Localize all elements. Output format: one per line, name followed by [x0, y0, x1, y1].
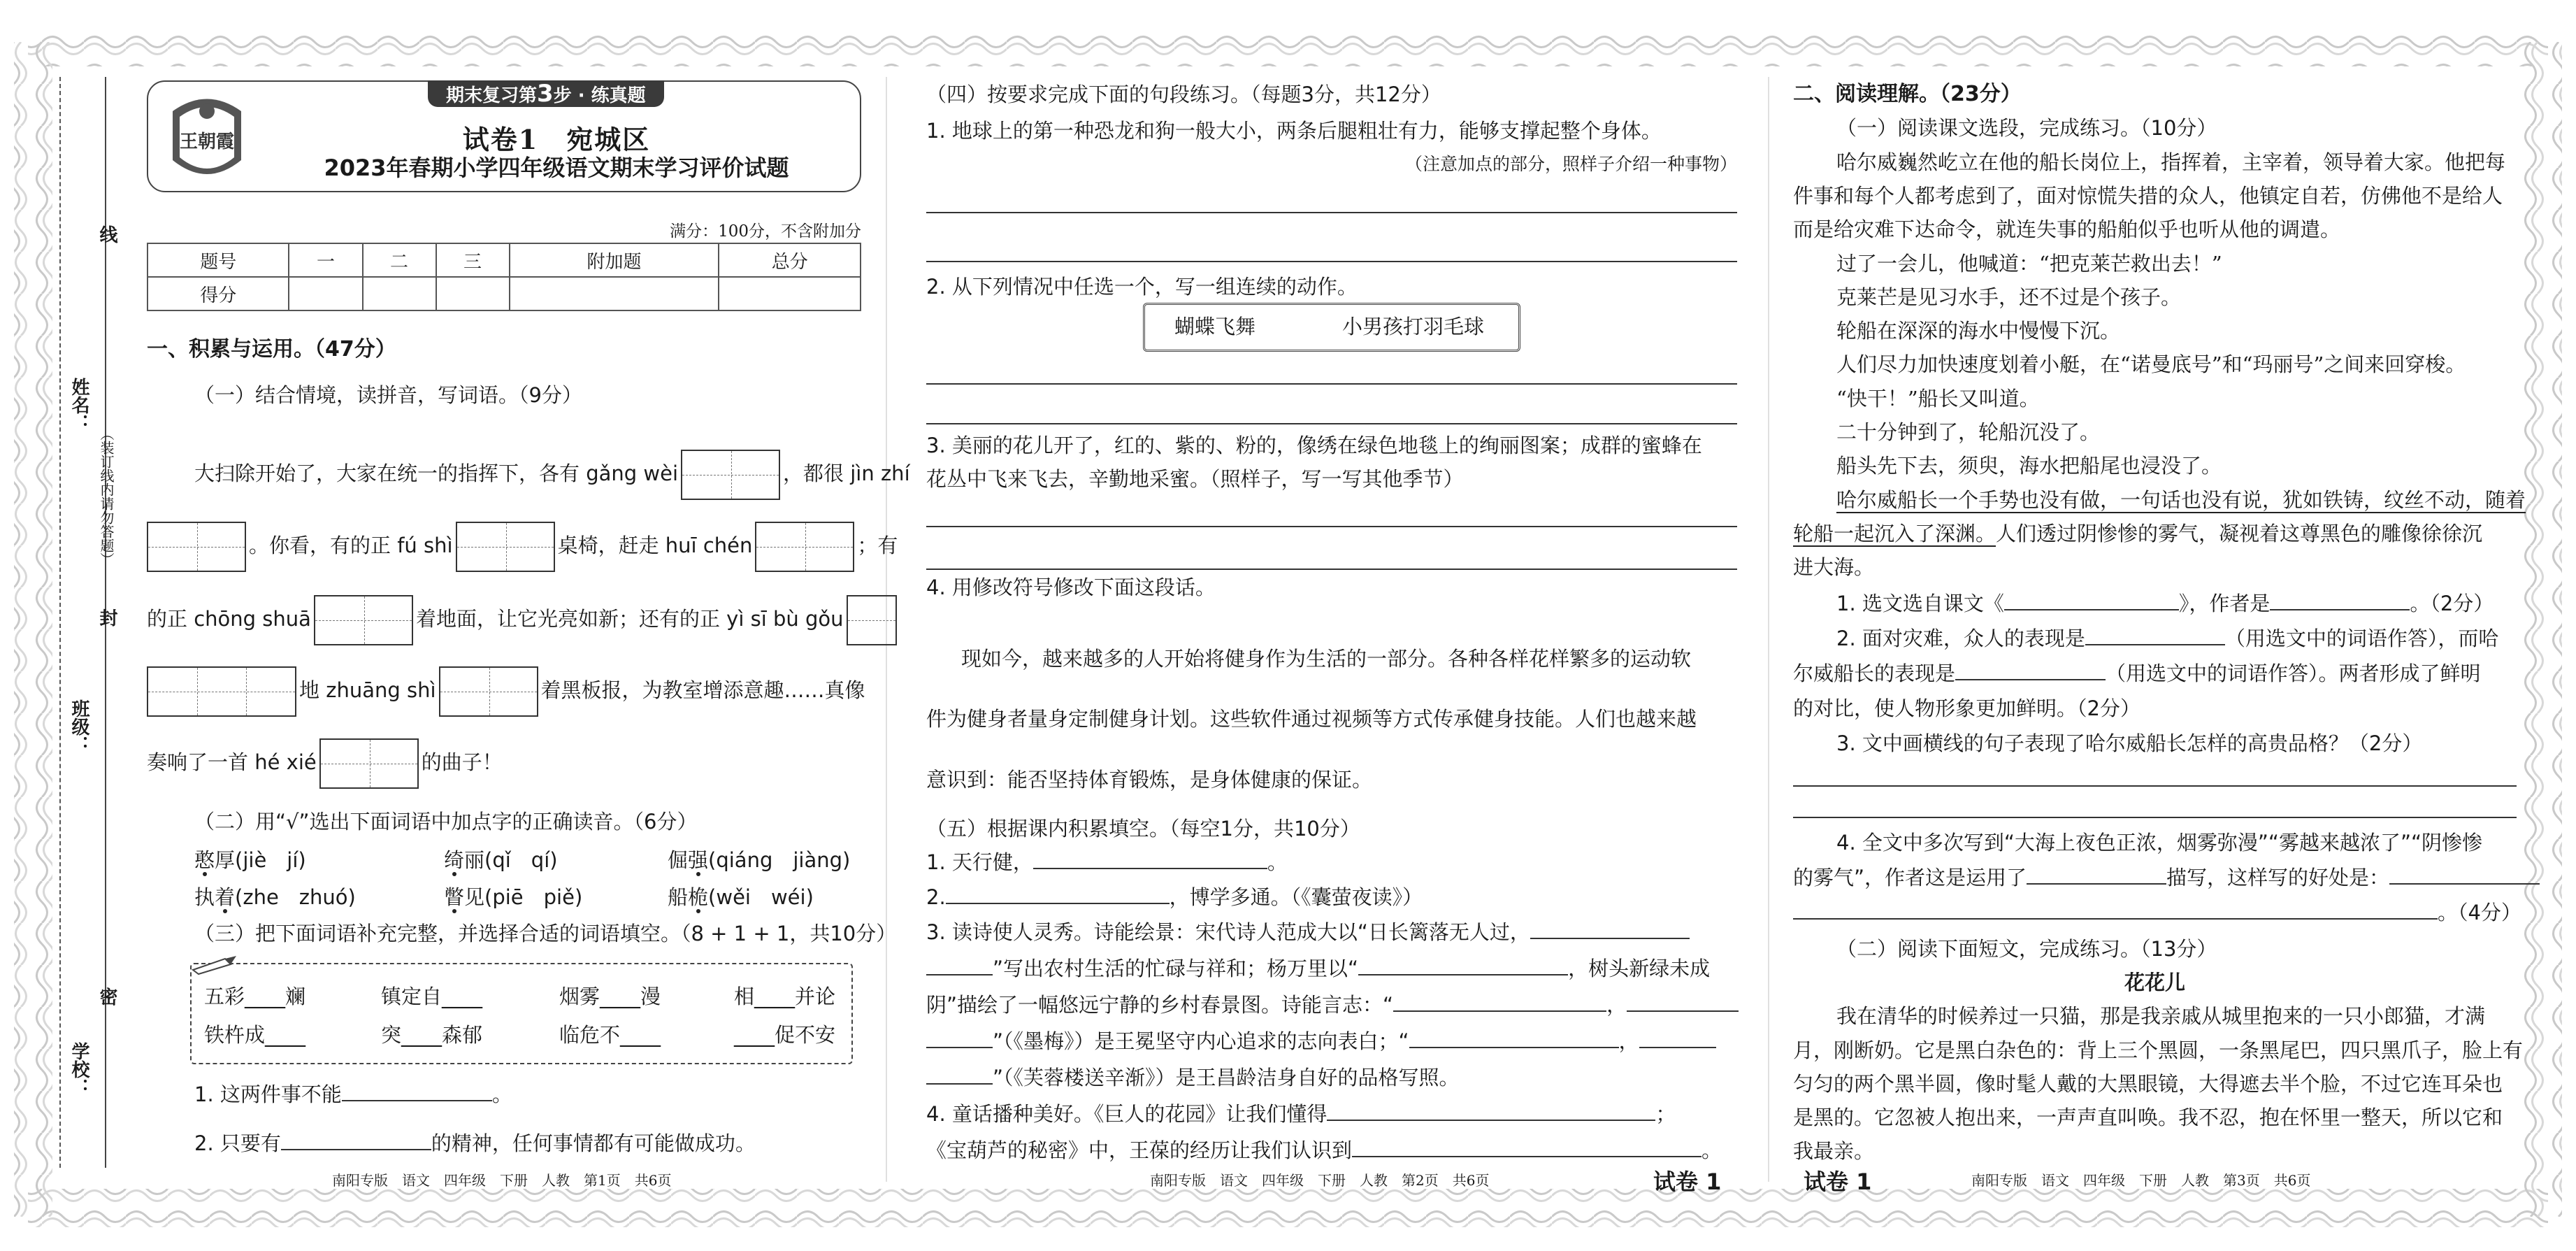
page-3	[1793, 80, 2526, 1163]
r2-heading: （二）阅读下面短文，完成练习。（13分）	[1836, 937, 2217, 961]
r1-para: 哈尔威巍然屹立在他的船长岗位上，指挥着，主宰着，领导着大家。他把每	[1836, 150, 2506, 174]
answer-blank[interactable]	[2389, 864, 2540, 885]
r1-para-underlined: 哈尔威船长一个手势也没有做，一句话也没有说，犹如铁铸，纹丝不动，随着	[1836, 488, 2526, 512]
q3-word: 突____森郁	[381, 1023, 483, 1047]
q5-3-line-3: 阴”描绘了一幅悠远宁静的乡村春景图。诗能言志：“ ，	[926, 991, 1739, 1019]
r1-q2-line-1: 2. 面对灾难，众人的表现是 （用选文中的词语作答），而哈	[1836, 624, 2498, 652]
score-cell[interactable]	[510, 277, 719, 310]
q3-word: 烟雾____漫	[559, 985, 661, 1008]
q3-word: 临危不____	[559, 1023, 661, 1047]
score-cell[interactable]	[719, 277, 861, 310]
r1-para: “快干！”船长又叫道。	[1836, 387, 2040, 410]
q1-heading: （一）结合情境，读拼音，写词语。（9分）	[194, 383, 582, 407]
r1-q1: 1. 选文选自课文《 》，作者是 。（2分）	[1836, 589, 2494, 617]
q2-item: 憨厚(jiè jí)	[194, 848, 306, 872]
r1-para: 过了一会儿，他喊道：“把克莱芒救出去！”	[1836, 252, 2222, 276]
q4-4: 4. 用修改符号修改下面这段话。	[926, 576, 1216, 599]
svg-text:王朝霞: 王朝霞	[179, 131, 235, 152]
r2-para: 我在清华的时候养过一只猫，那是我亲戚从城里抱来的一只小郎猫，才满	[1836, 1004, 2486, 1028]
answer-blank[interactable]	[2270, 589, 2410, 610]
q5-1: 1. 天行健， 。	[926, 848, 1288, 876]
answer-grid[interactable]	[847, 595, 897, 645]
score-cell[interactable]	[363, 277, 436, 310]
answer-blank[interactable]	[1955, 659, 2106, 680]
answer-blank[interactable]	[926, 1027, 993, 1048]
answer-line[interactable]	[926, 383, 1737, 385]
margin-tight-mark: 密	[96, 987, 117, 1006]
q3-word: 五彩____斓	[204, 985, 306, 1008]
full-score-note: 满分：100分，不含附加分	[670, 222, 861, 241]
q4-2: 2. 从下列情况中任选一个，写一组连续的动作。	[926, 275, 1358, 299]
r1-para: 二十分钟到了，轮船沉没了。	[1836, 420, 2101, 444]
r1-q4-line-2: 的雾气”，作者这是运用了 描写，这样写的好处是：	[1793, 864, 2540, 892]
q5-3-line-4: ”（《墨梅》）是王冕坚守内心追求的志向表白；“ ，	[926, 1027, 1716, 1055]
r2-para: 我最亲。	[1793, 1139, 1875, 1163]
q3-word: 相____并论	[734, 985, 836, 1008]
margin-class-label: 班级：	[69, 699, 89, 754]
answer-line[interactable]	[926, 423, 1737, 424]
r1-para: 轮船一起沉入了深渊。人们透过阴惨惨的雾气，凝视着这尊黑色的雕像徐徐沉	[1793, 522, 2483, 545]
score-header: 总分	[719, 243, 861, 277]
r1-q3: 3. 文中画横线的句子表现了哈尔威船长怎样的高贵品格？（2分）	[1836, 731, 2423, 755]
answer-line[interactable]	[926, 212, 1737, 213]
q2-item: 船桅(wěi wéi)	[668, 885, 814, 909]
q1-line-5: 奏响了一首 hé xié 的曲子！	[147, 734, 503, 790]
page-footer: 南阳专版 语文 四年级 下册 人教 第1页 共6页	[332, 1172, 672, 1189]
answer-line[interactable]	[926, 261, 1737, 262]
answer-line[interactable]	[1793, 817, 2517, 818]
section-1-title: 一、积累与运用。（47分）	[147, 337, 396, 362]
q5-4-line-1: 4. 童话播种美好。《巨人的花园》让我们懂得 ；	[926, 1100, 1676, 1128]
r1-para: 件事和每个人都考虑到了，面对惊慌失措的众人，他镇定自若，仿佛他不是给人	[1793, 184, 2503, 208]
answer-blank[interactable]	[1793, 899, 2438, 920]
margin-school-label: 学校：	[69, 1042, 89, 1096]
q5-heading: （五）根据课内积累填空。（每空1分，共10分）	[926, 817, 1360, 841]
answer-blank[interactable]	[1327, 1100, 1655, 1121]
q2-item: 瞥见(piē piě)	[444, 885, 583, 909]
q5-3-line-5: ”（《芙蓉楼送辛渐》）是王昌龄洁身自好的品格写照。	[926, 1064, 1460, 1092]
score-header: 三	[436, 243, 510, 277]
q2-item: 绮丽(qǐ qí)	[444, 848, 558, 872]
answer-blank[interactable]	[946, 883, 1170, 904]
answer-blank[interactable]	[926, 1064, 993, 1085]
q1-line-2: 。你看，有的正 fú shì 桌椅，赶走 huī chén ；有	[147, 517, 898, 573]
answer-blank[interactable]	[1627, 991, 1739, 1012]
q3-word: 铁杵成____	[204, 1023, 306, 1047]
q5-4-line-2: 《宝葫芦的秘密》中，王葆的经历让我们认识到 。	[926, 1136, 1722, 1164]
answer-grid[interactable]	[681, 450, 780, 500]
review-step-tag: 期末复习第3步 · 练真题	[428, 80, 664, 107]
answer-line[interactable]	[926, 569, 1737, 570]
q3-heading: （三）把下面词语补充完整，并选择合适的词语填空。（8 + 1 + 1，共10分）	[194, 922, 897, 945]
score-header: 二	[363, 243, 436, 277]
page-2	[926, 80, 1737, 1162]
exam-title: 试卷1 宛城区	[462, 124, 651, 155]
answer-blank[interactable]	[342, 1080, 492, 1101]
binding-dashed-line	[59, 77, 61, 1168]
q4-3-line-1: 3. 美丽的花儿开了，红的、紫的、粉的，像绣在绿色地毯上的绚丽图案；成群的蜜蜂在	[926, 434, 1702, 457]
page-footer: 南阳专版 语文 四年级 下册 人教 第3页 共6页	[1971, 1172, 2311, 1189]
r1-q4-line-3: 。（4分）	[1793, 899, 2521, 927]
answer-blank[interactable]	[1352, 1136, 1701, 1157]
answer-blank[interactable]	[281, 1129, 431, 1150]
q5-3-line-1: 3. 读诗使人灵秀。诗能绘景：宋代诗人范成大以“日长篱落无人过，	[926, 918, 1690, 946]
q1-line-3: 的正 chōng shuā 着地面，让它光亮如新；还有的正 yì sī bù gǒu	[147, 591, 900, 647]
exam-label: 试卷 1	[1653, 1168, 1722, 1195]
answer-blank[interactable]	[2085, 624, 2225, 645]
q2-heading: （二）用“√”选出下面词语中加点字的正确读音。（6分）	[194, 810, 698, 834]
answer-grid[interactable]	[319, 738, 419, 789]
answer-blank[interactable]	[2004, 589, 2179, 610]
q1-line-1: 大扫除开始了，大家在统一的指挥下，各有 gǎng wèi ，都很 jìn zhí	[194, 445, 910, 501]
score-header: 一	[289, 243, 362, 277]
margin-notice: （装订线内请勿答题）	[98, 427, 115, 566]
answer-grid[interactable]	[755, 522, 854, 572]
q5-2: 2. ，博学多通。（《囊萤夜读》）	[926, 883, 1423, 911]
r1-para: 轮船在深深的海水中慢慢下沉。	[1836, 319, 2121, 343]
answer-grid[interactable]	[439, 666, 538, 717]
answer-line[interactable]	[1793, 785, 2517, 787]
page-1	[147, 80, 910, 1157]
margin-name-label: 姓名：	[69, 378, 89, 432]
page-footer: 南阳专版 语文 四年级 下册 人教 第2页 共6页	[1150, 1172, 1490, 1189]
r1-q2-line-3: 的对比，使人物形象更加鲜明。（2分）	[1793, 696, 2140, 720]
answer-blank[interactable]	[1358, 955, 1568, 975]
exam-label: 试卷 1	[1804, 1168, 1872, 1195]
r1-para: 克莱芒是见习水手，还不过是个孩子。	[1836, 285, 2182, 309]
score-header: 题号	[147, 243, 289, 277]
score-table	[147, 243, 861, 311]
answer-blank[interactable]	[926, 955, 993, 975]
answer-blank[interactable]	[1393, 991, 1606, 1012]
score-header: 附加题	[510, 243, 719, 277]
r1-q2-line-2: 尔威船长的表现是 （用选文中的词语作答）。两者形成了鲜明	[1793, 659, 2481, 687]
q4-4-para-3: 意识到：能否坚持体育锻炼，是身体健康的保证。	[926, 768, 1373, 792]
r1-heading: （一）阅读课文选段，完成练习。（10分）	[1836, 116, 2217, 140]
answer-line[interactable]	[926, 526, 1737, 527]
q4-2-option: 小男孩打羽毛球	[1342, 315, 1485, 338]
margin-line-mark: 线	[96, 225, 117, 243]
answer-grid[interactable]	[147, 522, 246, 572]
answer-blank[interactable]	[2027, 864, 2166, 885]
q4-3-line-2: 花丛中飞来飞去，辛勤地采蜜。（照样子，写一写其他季节）	[926, 467, 1464, 491]
q4-4-para-2: 件为健身者量身定制健身计划。这些软件通过视频等方式传承健身技能。人们也越来越	[926, 707, 1697, 731]
answer-blank[interactable]	[1530, 918, 1690, 939]
score-cell[interactable]	[289, 277, 362, 310]
q3-word: 镇定自____	[381, 985, 483, 1008]
r1-para: 船头先下去，须臾，海水把船尾也浸没了。	[1836, 454, 2222, 478]
q4-heading: （四）按要求完成下面的句段练习。（每题3分，共12分）	[926, 83, 1441, 106]
answer-blank[interactable]	[1033, 848, 1267, 869]
margin-seal-mark: 封	[96, 608, 117, 627]
r2-para: 是黑的。它忽被人抱出来，一声声直叫唤。我不忍，抱在怀里一整天，所以它和	[1793, 1106, 2503, 1129]
q3-sentence-2: 2. 只要有 的精神，任何事情都有可能做成功。	[194, 1129, 756, 1157]
score-row-label: 得分	[147, 277, 289, 310]
r1-para: 而是给灾难下达命令，就连失事的船舶似乎也听从他的调遣。	[1793, 217, 2341, 241]
q4-1: 1. 地球上的第一种恐龙和狗一般大小，两条后腿粗壮有力，能够支撑起整个身体。	[926, 119, 1662, 143]
r2-title: 花花儿	[2124, 971, 2185, 994]
header-box	[147, 80, 861, 192]
q3-word: ____促不安	[734, 1023, 836, 1047]
r1-para: 进大海。	[1793, 555, 1875, 579]
q3-sentence-1: 1. 这两件事不能 。	[194, 1080, 512, 1108]
section-2-title: 二、阅读理解。（23分）	[1793, 82, 2022, 106]
r2-para: 匀匀的两个黑半圆，像时髦人戴的大黑眼镜，大得遮去半个脸，不过它连耳朵也	[1793, 1072, 2503, 1096]
exam-subtitle: 2023年春期小学四年级语文期末学习评价试题	[324, 155, 789, 181]
score-cell[interactable]	[436, 277, 510, 310]
pencil-icon	[190, 955, 239, 975]
answer-grid[interactable]	[147, 666, 296, 717]
q2-item: 执着(zhe zhuó)	[194, 885, 356, 909]
q2-item: 倔强(qiáng jiàng)	[668, 848, 851, 872]
q3-word-box	[190, 963, 853, 1064]
answer-blank[interactable]	[1639, 1027, 1716, 1048]
q5-3-line-2: ”写出农村生活的忙碌与祥和；杨万里以“ ，树头新绿未成	[926, 955, 1710, 982]
brand-logo	[166, 90, 248, 187]
q4-1-note: （注意加点的部分，照样子介绍一种事物）	[1404, 154, 1737, 174]
r1-q4-line-1: 4. 全文中多次写到“大海上夜色正浓，烟雾弥漫”“雾越来越浓了”“阴惨惨	[1836, 831, 2483, 855]
answer-blank[interactable]	[1409, 1027, 1619, 1048]
r2-para: 月，刚断奶。它是黑白杂色的：背上三个黑圆，一条黑尾巴，四只黑爪子，脸上有	[1793, 1038, 2524, 1062]
r1-para: 人们尽力加快速度划着小艇，在“诺曼底号”和“玛丽号”之间来回穿梭。	[1836, 352, 2466, 376]
answer-grid[interactable]	[456, 522, 555, 572]
answer-grid[interactable]	[314, 595, 413, 645]
q4-2-option: 蝴蝶飞舞	[1174, 315, 1256, 338]
q4-4-para-1: 现如今，越来越多的人开始将健身作为生活的一部分。各种各样花样繁多的运动软	[961, 647, 1692, 671]
q1-line-4: 地 zhuāng shì 着黑板报，为教室增添意趣……真像	[147, 662, 865, 718]
